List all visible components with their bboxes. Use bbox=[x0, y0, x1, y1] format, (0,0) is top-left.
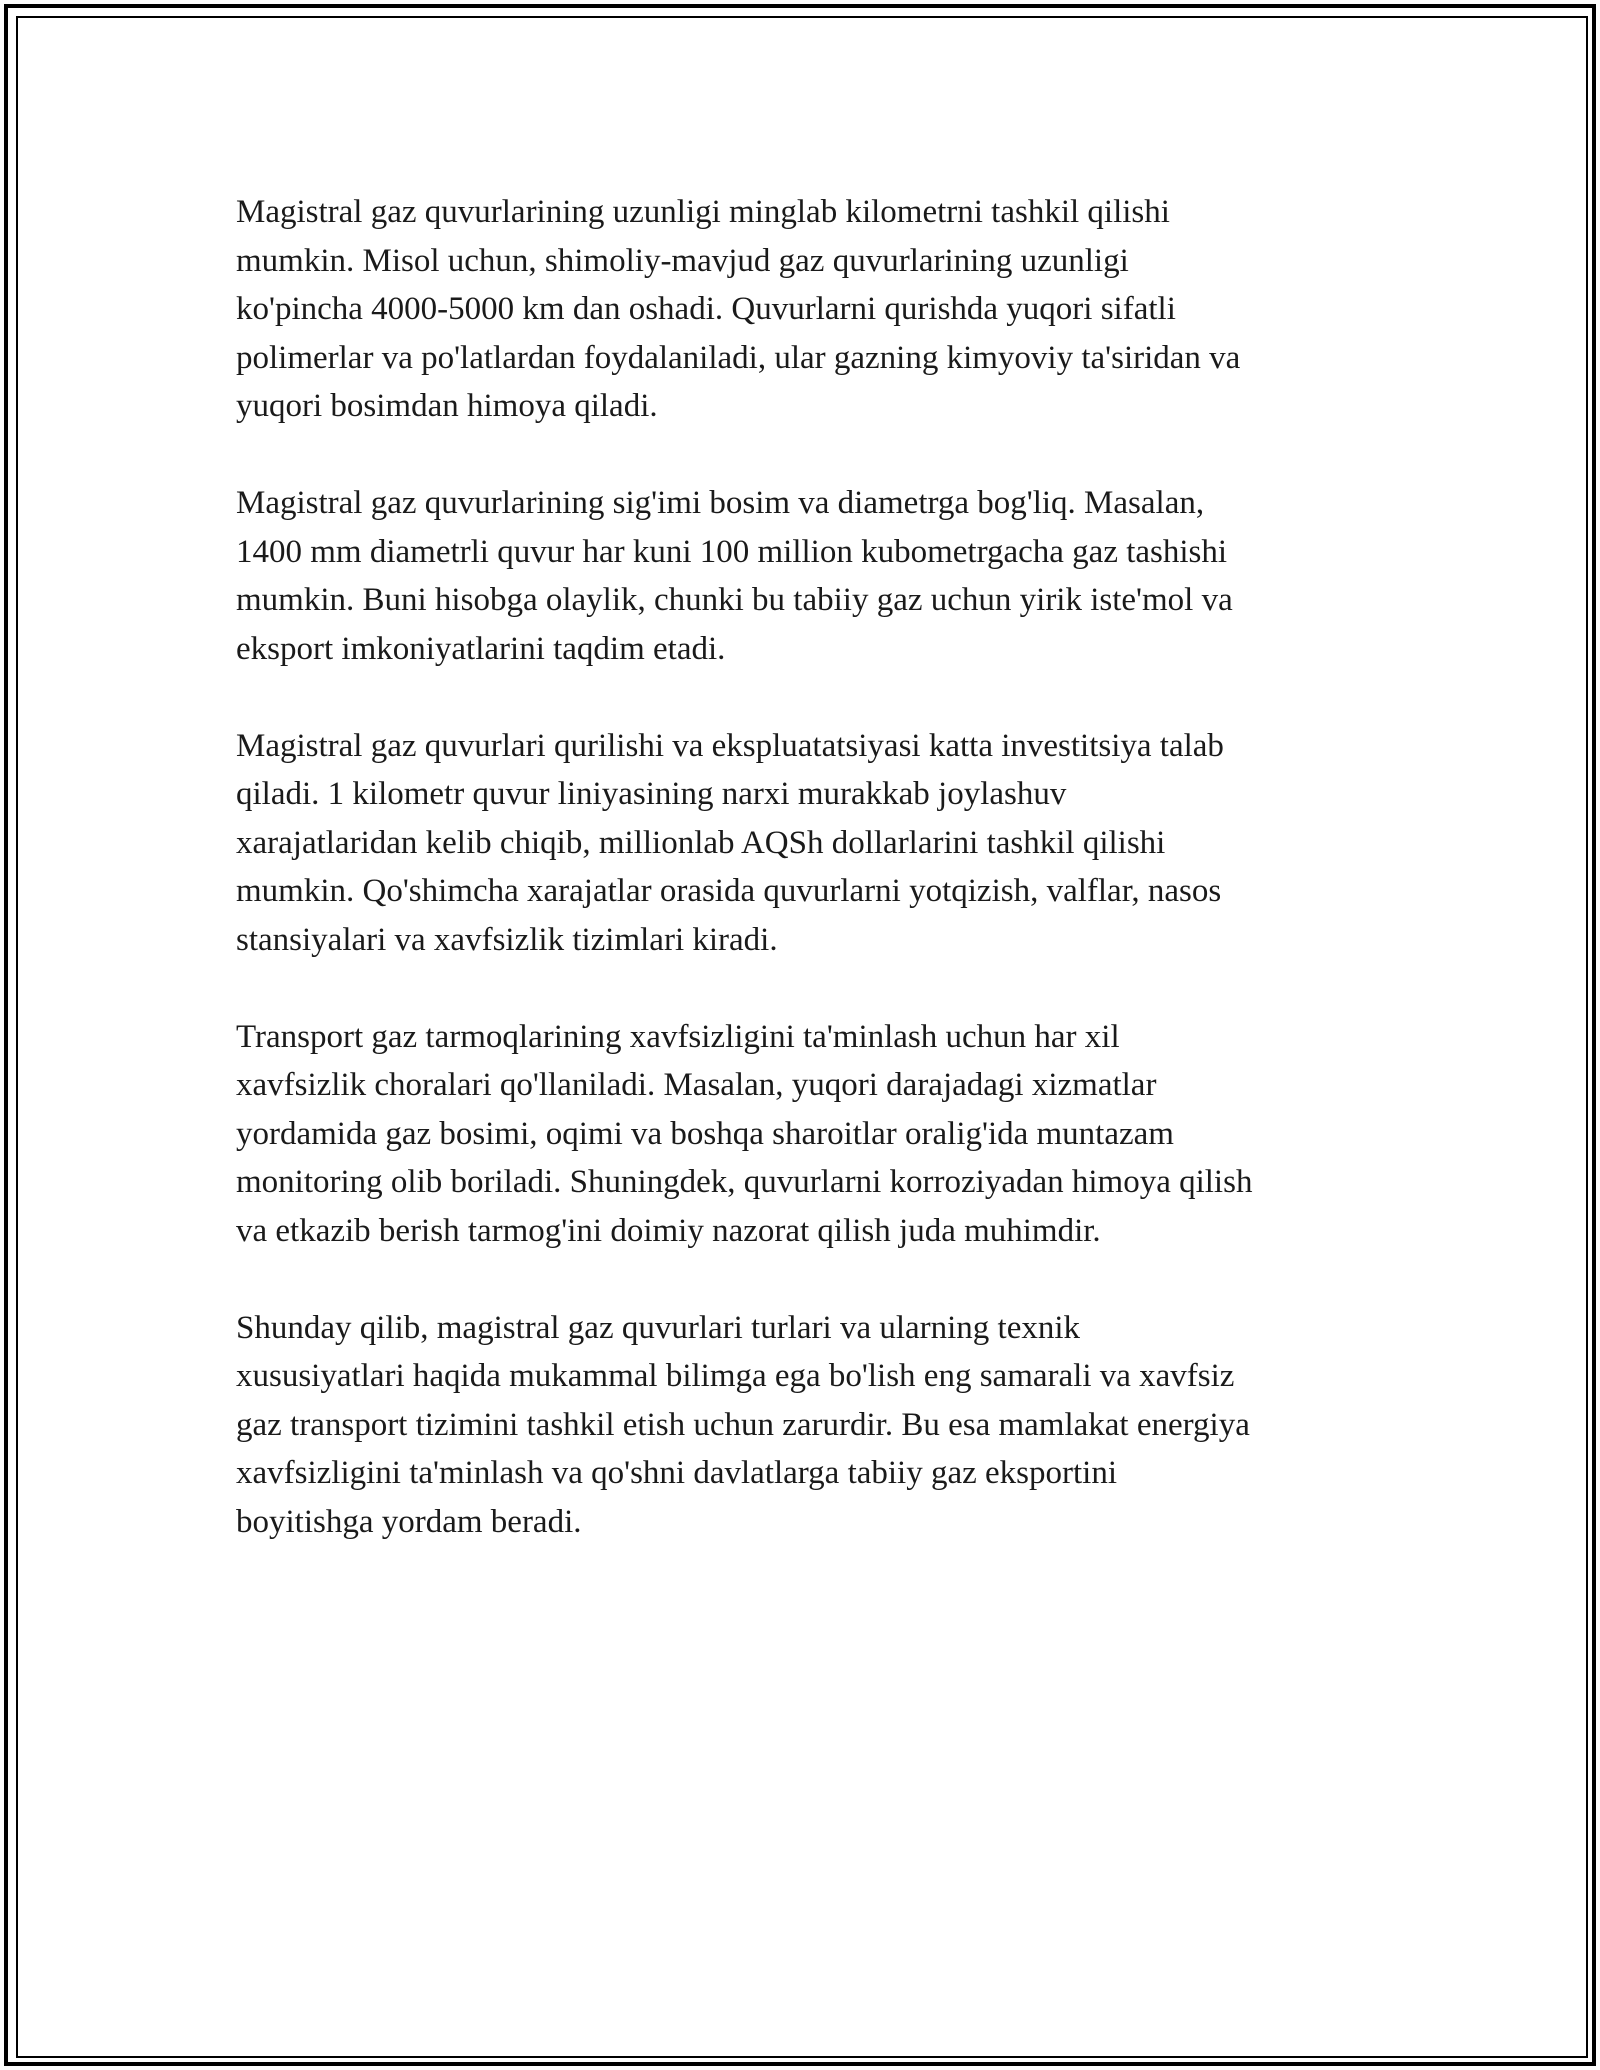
text-line: stansiyalari va xavfsizlik tizimlari kiradi. bbox=[236, 921, 778, 958]
text-line: mumkin. Buni hisobga olaylik, chunki bu tabiiy gaz uchun yirik iste'mol va bbox=[236, 582, 1233, 618]
text-line: xarajatlaridan kelib chiqib, millionlab AQSh dollarlarini tashkil qilishi bbox=[236, 824, 1166, 861]
text-line: 1400 mm diametrli quvur har kuni 100 million kubometrgacha gaz tashishi bbox=[236, 533, 1228, 570]
text-line: ko'pincha 4000-5000 km dan oshadi. Quvurlarni qurishda yuqori sifatli bbox=[236, 291, 1176, 327]
text-line: polimerlar va po'latlardan foydalaniladi, ular gazning kimyoviy ta'siridan va bbox=[236, 339, 1241, 376]
text-line: qiladi. 1 kilometr quvur liniyasining narxi murakkab joylashuv bbox=[236, 776, 1067, 812]
text-line: xususiyatlari haqida mukammal bilimga ega bo'lish eng samarali va xavfsiz bbox=[236, 1358, 1235, 1394]
text-line: Shunday qilib, magistral gaz quvurlari turlari va ularning texnik bbox=[236, 1309, 1081, 1346]
text-line: mumkin. Qo'shimcha xarajatlar orasida quvurlarni yotqizish, valflar, nasos bbox=[236, 873, 1222, 909]
text-line: gaz transport tizimini tashkil etish uchun zarurdir. Bu esa mamlakat energiya bbox=[236, 1406, 1250, 1443]
text-line: boyitishga yordam beradi. bbox=[236, 1503, 582, 1540]
text-line: Magistral gaz quvurlari qurilishi va ekspluatatsiyasi katta investitsiya talab bbox=[236, 727, 1224, 764]
text-line: yuqori bosimdan himoya qiladi. bbox=[236, 388, 658, 424]
text-line: Transport gaz tarmoqlarining xavfsizligini ta'minlash uchun har xil bbox=[236, 1018, 1120, 1055]
text-line: eksport imkoniyatlarini taqdim etadi. bbox=[236, 630, 726, 667]
text-line: monitoring olib boriladi. Shuningdek, quvurlarni korroziyadan himoya qilish bbox=[236, 1164, 1253, 1200]
text-line: va etkazib berish tarmog'ini doimiy nazorat qilish juda muhimdir. bbox=[236, 1212, 1101, 1249]
paragraph-5 bbox=[236, 1304, 1386, 1547]
paragraph-1 bbox=[236, 188, 1386, 431]
paragraph-3 bbox=[236, 722, 1386, 965]
text-line: yordamida gaz bosimi, oqimi va boshqa sharoitlar oralig'ida muntazam bbox=[236, 1115, 1174, 1152]
text-line: mumkin. Misol uchun, shimoliy-mavjud gaz quvurlarining uzunligi bbox=[236, 242, 1129, 279]
paragraph-2 bbox=[236, 479, 1386, 673]
paragraph-4 bbox=[236, 1013, 1386, 1256]
text-line: xavfsizligini ta'minlash va qo'shni davlatlarga tabiiy gaz eksportini bbox=[236, 1455, 1117, 1491]
text-line: Magistral gaz quvurlarining sig'imi bosim va diametrga bog'liq. Masalan, bbox=[236, 485, 1205, 521]
text-line: xavfsizlik choralari qo'llaniladi. Masalan, yuqori darajadagi xizmatlar bbox=[236, 1067, 1157, 1103]
document-body bbox=[236, 188, 1386, 1595]
text-line: Magistral gaz quvurlarining uzunligi minglab kilometrni tashkil qilishi bbox=[236, 194, 1170, 230]
